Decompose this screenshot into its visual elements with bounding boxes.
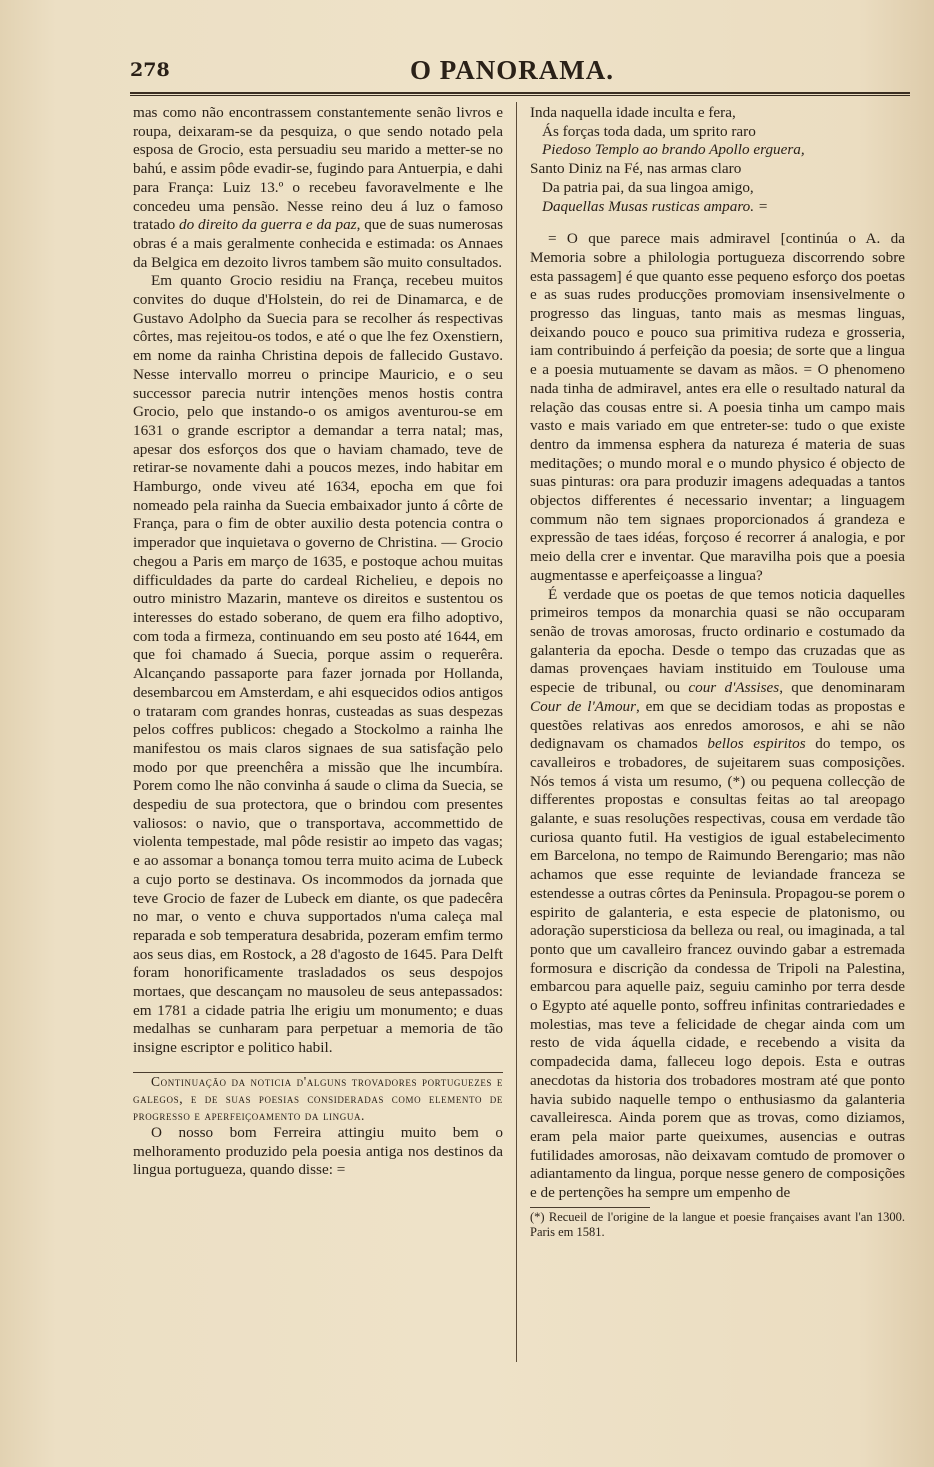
verse-line: Santo Diniz na Fé, nas armas claro [530,160,742,178]
page-number: 278 [130,59,170,81]
page-header [130,55,910,91]
left-column [133,104,503,1180]
left-paragraph-3: O nosso bom Ferreira attingiu muito bem o melhoramento produzido pela poesia antiga nos destinos da lingua portugueza, quando disse: = [133,1123,503,1179]
verse-line: Da patria pai, da sua lingoa amigo, [542,178,754,196]
left-paragraph-1: mas como não encontrassem constantemente senão livros e roupa, deixaram-se da pesquiza, o que sendo notado pela esposa de Grocio, esta persuadiu seu marido a metter-se no bahú, e assim pôde evadir-se, fugindo para Antuerpia, e dahi para França: Luiz 13.º o recebeu favoravelmente e lhe concedeu uma pensão. Nesse reino deu á luz o famoso tratado do direito da guerra e da paz, que de suas numerosas obras é a mais geralmente conhecida e estimada: os Annaes da Belgica em dezoito livros tambem são muito consultados. [133,104,504,271]
verse-line: Inda naquella idade inculta e fera, [530,104,736,121]
left-paragraph-2: Em quanto Grocio residiu na França, recebeu muitos convites do duque d'Holstein, do rei de Dinamarca, e de Gustavo Adolpho da Suecia para se recolher ás respectivas côrtes, mas rejeitou-os todos, e até o que lhe fez Oxenstiern, em nome da rainha Christina depois de fallecido Gustavo. Nesse intervallo morreu o principe Mauricio, e o seu successor parecia nutrir intenções menos hostis contra Grocio, pelo que instando-o os amigos aventurou-se em 1631 o grande escriptor a demandar a terra natal; mas, apesar dos esforços dos que o haviam chamado, teve de retirar-se novamente dahi a poucos mezes, indo habitar em Hamburgo, onde viveu até 1634, epocha em que foi nomeado pela rainha da Suecia embaixador junto á côrte de França, para o fim de obter auxilio desta potencia contra o imperador que inquietava o governo de Christina. — Grocio chegou a Paris em março de 1635, e postoque achou muitas difficuldades da parte do cardeal Richelieu, e depois no outro ministro Mazarin, manteve os direitos e sustentou os interesses do estado soberano, de quem era filho adoptivo, com toda a firmeza, continuando em seu posto até 1644, em que foi chamado á Suecia, porque assim o requerêra. Alcançando passaporte para fazer jornada por Hollanda, desembarcou em Amsterdam, e ahi esquecidos odios antigos o trataram com grandes honras, custeadas as suas despezas pelos coffres publicos: chegado a Stockolmo a rainha lhe manifestou os mais claros signaes de sua satisfação pelo modo por que preenchêra a missão que lhe incumbíra. Porem como lhe não convinha á saude o clima da Suecia, se despediu de sua protectora, que o brindou com presentes valiosos: o navio, que o transportava, accommettido de violenta tempestade, mal pôde resistir ao impeto das vagas; e ao assomar a bonança tomou terra muito acima de Lubeck a cujo porto se destinava. Os incommodos da jornada que teve Grocio de fazer de Lubeck em diante, os que padecêra no mar, o vento e chuva supportados n'uma caleça mal reparada e sob temperatura desabrida, pozeram emfim termo aos seus dias, em Rostock, a 28 d'agosto de 1645. Para Delft foram honorificamente trasladados os seus despojos mortaes, que descançam no mausoleu de seus antepassados: em 1781 a cidade patria lhe erigiu um monumento; e duas medalhas se cunharam para perpetuar a memoria de tão insigne escriptor e politico habil. [133,272,503,1057]
verse-line: Daquellas Musas rusticas amparo. = [542,197,769,215]
right-paragraph-1: = O que parece mais admiravel [continúa o A. da Memoria sobre a philologia portugueza discorrendo sobre esta passagem] é que quanto esse pequeno esforço dos poetas e as suas rudes producções promoviam insensivelmente o progresso das linguas, tanto mais as mesmas linguas, deixando pouco e pouco sua primitiva rudeza e grosseria, iam contribuindo á perfeição da poesia; de sorte que a lingua e a poesia mutuamente se davam as mãos. = O phenomeno nada tinha de admiravel, antes era elle o resultado natural da relação das cousas entre si. A poesia tinha um campo mais vasto e mais variado em que entreter-se: tudo o que existe dentro da immensa esphera da natureza é materia de suas meditações; o mundo moral e o mundo physico é objecto de suas pinturas: ora para produzir imagens adequadas a tantos objectos differentes é necessario inventar; a linguagem commum não tem signaes proporcionados á grandeza e expressão de taes idéas, forçoso é recorrer á analogia, e por meio della crer e inventar. Que maravilha pois que a poesia augmentasse e aperfeiçoasse a lingua? [530,230,905,584]
verse-line: Piedoso Templo ao brando Apollo erguera, [542,141,805,159]
column-divider [516,102,517,1362]
right-column [530,104,905,1240]
treatise-title: do direito da guerra e da paz [179,216,357,234]
verse-quote [530,104,905,216]
verse-line: Ás forças toda dada, um sprito raro [542,122,756,140]
right-paragraph-2: É verdade que os poetas de que temos noticia daquelles primeiros tempos da monarchia quasi se não occuparam senão de trovas amorosas, fructo ordinario e costumado da galanteria da epocha. Desde o tempo das cruzadas que as damas provençaes haviam instituido em Toulouse uma especie de tribunal, ou cour d'Assises, que denominaram Cour de l'Amour, em que se decidiam todas as propostas e questões relativas aos enredos amorosos, e ahi se não dedignavam os chamados bellos espiritos do tempo, os cavalleiros e trobadores, de sujeitarem suas composições. Nós temos á vista um resumo, (*) ou pequena collecção de differentes propostas e consultas feitas ao tal areopago galante, e suas resoluções respectivas, cousa em verdade tão curiosa quanto futil. Ha vestigios de igual estabelecimento em Barcelona, no tempo de Raimundo Berengario; mas não achamos que esse requinte de leviandade franceza se estendesse a outras côrtes da Peninsula. Propagou-se porem o espirito de galanteria, e esta especie de platonismo, ou adoração supersticiosa da belleza ou real, ou imaginada, a tal ponto que um cavalleiro francez ouvindo gabar a estremada formosura e discrição da condessa de Tripoli na Palestina, embarcou para aquelle paiz, seguiu caminho por terra desde o Egypto até aquelle ponto, soffreu infinitas contrariedades e molestias, mas teve a felicidade de chegar ainda com um resto de vida áquella cidade, e recebendo a visita da compadecida dama, falleceu logo depois. Esta e outras anecdotas da historia dos trobadores mostram até que ponto havia subido naquelle tempo o enthusiasmo da galanteria cavalleiresca. Ainda porem que as trovas, como diziamos, eram pela maior parte queixumes, ausencias e outras futilidades amorosas, não deixavam comtudo de promover o adiantamento da lingua, porque nesse genero de composições e de pertenções ha sempre um empenho de [530,585,906,1202]
publication-title: O PANORAMA. [410,55,614,85]
section-title: Continuação da noticia d'alguns trovadores portuguezes e galegos, e de suas poesias consideradas como elemento de progresso e aperfeiçoamento da lingua. [133,1073,503,1123]
footnote: (*) Recueil de l'origine de la langue et poesie françaises avant l'an 1300. Paris em 1581. [530,1209,905,1239]
footnote-rule [530,1207,650,1208]
header-rule-thin [130,95,910,96]
header-rule [130,92,910,94]
